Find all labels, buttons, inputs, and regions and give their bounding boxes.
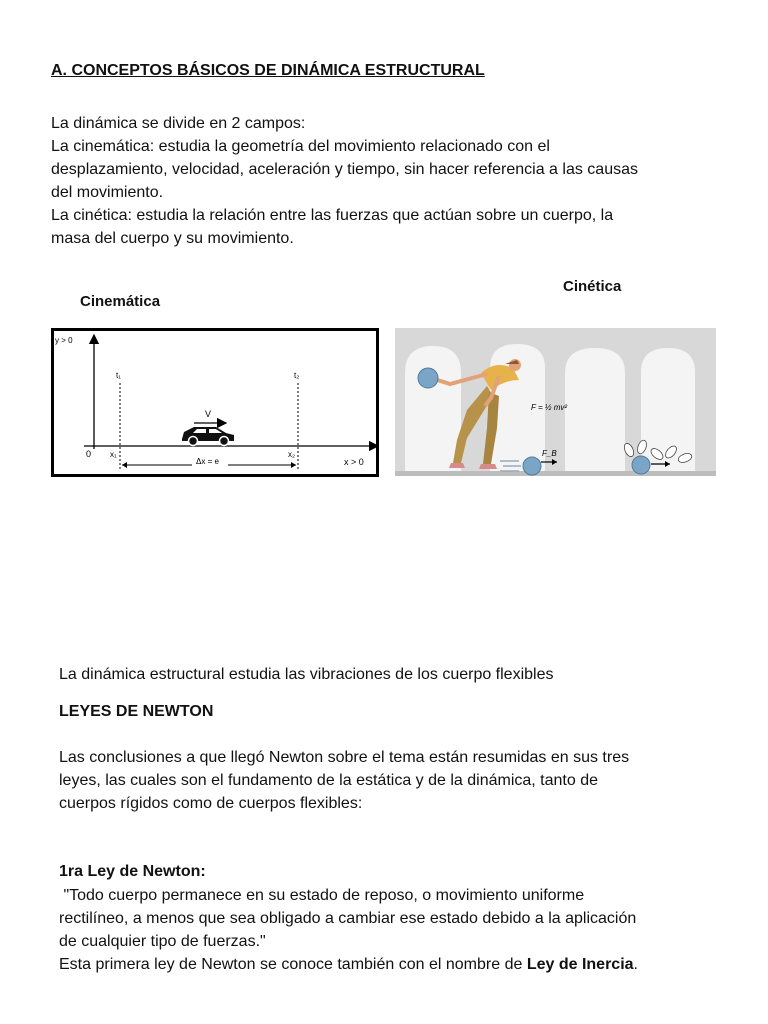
conclusions-line: Las conclusiones a que llegó Newton sobre el tema están resumidas en sus tres: [59, 749, 630, 766]
kinetics-figure: [395, 328, 716, 476]
origin-label: 0: [86, 449, 92, 459]
x-axis-label: x > 0: [344, 457, 364, 467]
intro-line: La cinemática: estudia la geometría del movimiento relacionado con el: [51, 138, 550, 155]
cinetica-label: Cinética: [563, 278, 622, 295]
final-line-suffix: .: [633, 956, 638, 973]
bowling-ball-impact: [632, 456, 650, 474]
conclusions-paragraph: [59, 746, 629, 815]
first-law-heading: 1ra Ley de Newton:: [59, 863, 206, 880]
intro-line: desplazamiento, velocidad, aceleración y tiempo, sin hacer referencia a las causas: [51, 161, 638, 178]
intro-line: masa del cuerpo y su movimiento.: [51, 230, 294, 247]
x1-label: x₁: [110, 450, 117, 459]
force-label: F_B: [542, 449, 557, 458]
final-line-prefix: Esta primera ley de Newton se conoce también con el nombre de: [59, 956, 527, 973]
first-law-quote-line: de cualquier tipo de fuerzas.": [59, 933, 266, 950]
first-law-final-line: [59, 953, 638, 976]
velocity-label: V: [205, 409, 212, 419]
law-of-inertia-term: Ley de Inercia: [526, 956, 634, 973]
kinematics-diagram: [54, 331, 376, 474]
cinematica-label: Cinemática: [80, 293, 161, 310]
intro-line: La cinética: estudia la relación entre las fuerzas que actúan sobre un cuerpo, la: [51, 207, 614, 224]
bowling-ball-rolling: [523, 457, 541, 475]
kinematics-figure: [51, 328, 379, 477]
first-law-paragraph: [59, 884, 638, 976]
conclusions-line: leyes, las cuales son el fundamento de la estática y de la dinámica, tanto de: [59, 772, 598, 789]
conclusions-line: cuerpos rígidos como de cuerpos flexibles:: [59, 795, 363, 812]
intro-paragraph: [51, 112, 638, 250]
bowling-ball-held: [418, 368, 438, 388]
t1-label: t₁: [116, 371, 121, 380]
newton-heading: LEYES DE NEWTON: [59, 703, 214, 720]
displacement-label: Δx = e: [196, 457, 219, 466]
first-law-quote-line: rectilíneo, a menos que sea obligado a cambiar ese estado debido a la aplicación: [59, 910, 637, 927]
structural-dynamics-sentence: La dinámica estructural estudia las vibraciones de los cuerpo flexibles: [59, 666, 554, 683]
first-law-quote-line: "Todo cuerpo permanece en su estado de reposo, o movimiento uniforme: [59, 887, 585, 904]
x2-label: x₂: [288, 450, 296, 459]
t2-label: t₂: [294, 371, 300, 380]
kinetics-illustration: [395, 328, 716, 476]
energy-formula: F = ½ mv²: [531, 403, 568, 412]
car-icon: [182, 427, 234, 446]
intro-line: del movimiento.: [51, 184, 164, 201]
y-axis-label: y > 0: [55, 336, 73, 345]
intro-line: La dinámica se divide en 2 campos:: [51, 115, 306, 132]
document-title: A. CONCEPTOS BÁSICOS DE DINÁMICA ESTRUCTURAL: [51, 62, 485, 79]
